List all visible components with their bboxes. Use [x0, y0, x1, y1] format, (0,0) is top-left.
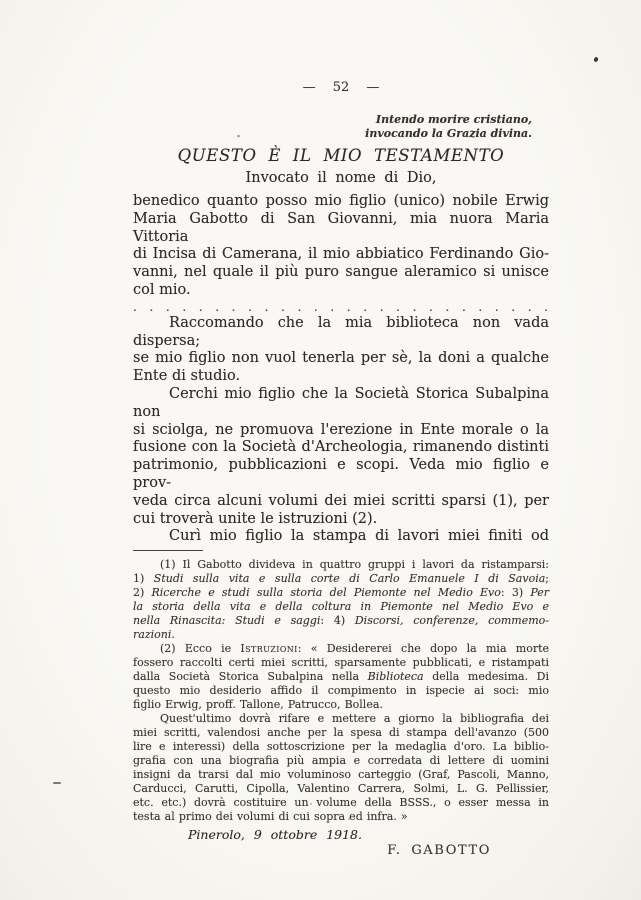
text-line: nella Rinascita: Studi e saggi: 4) Discorsi, conferenze, commemo-: [133, 614, 549, 628]
signature: F. GABOTTO: [387, 843, 491, 859]
footnotes: [133, 558, 549, 824]
body-paragraph: [133, 528, 549, 546]
text-line: Quest'ultimo dovrà rifare e mettere a giorno la bibliografia dei: [160, 712, 549, 726]
text-line: testa al primo dei volumi di cui sopra ed infra. »: [133, 810, 408, 824]
ellipsis-row: . . . . . . . . . . . . . . . . . . . . . . . . . .: [133, 299, 549, 314]
epigraph-line: invocando la Grazia divina.: [365, 126, 532, 140]
text-line: Carducci, Carutti, Cipolla, Valentino Carrera, Solmi, L. G. Pellissier,: [133, 782, 549, 796]
text-line: razioni.: [133, 628, 175, 642]
text-line: 2) Ricerche e studi sulla storia del Piemonte nel Medio Evo: 3) Per: [133, 586, 549, 600]
footnote-paragraph: [133, 642, 549, 712]
text-block: [133, 0, 549, 858]
text-line: se mio figlio non vuol tenerla per sè, la doni a qualche: [133, 350, 549, 367]
text-line: patrimonio, pubblicazioni e scopi. Veda mio figlio e prov-: [133, 457, 549, 491]
footnote-rule: [133, 550, 203, 551]
text-line: la storia della vita e della coltura in Piemonte nel Medio Evo e: [133, 600, 549, 614]
text-line: fossero raccolti certi miei scritti, sparsamente pubblicati, e ristampati: [133, 656, 549, 670]
text-line: (2) Ecco ie Istruzioni: « Desidererei che dopo la mia morte: [160, 642, 550, 656]
text-line: questo mio desiderio affido il compimento in ispecie ai soci: mio: [133, 684, 549, 698]
text-line: dalla Società Storica Subalpina nella Biblioteca della medesima. Di: [133, 670, 549, 684]
text-line: miei scritti, valendosi anche per la spesa di stampa dell'avanzo (500: [133, 726, 549, 740]
ink-speck: [53, 782, 61, 784]
epigraph-line: Intendo morire cristiano,: [375, 113, 532, 126]
invocation-line: Invocato il nome di Dio,: [245, 170, 437, 186]
text-line: Curì mio figlio la stampa di lavori miei finiti od: [169, 528, 549, 545]
body-text: [133, 193, 549, 546]
text-line: Raccomando che la mia biblioteca non vada dispersa;: [133, 314, 549, 349]
footnote-paragraph: [133, 712, 549, 824]
dateline: Pinerolo, 9 ottobre 1918.: [188, 827, 362, 843]
text-line: Ente di studio.: [133, 368, 241, 385]
text-line: veda circa alcuni volumi dei miei scritti sparsi (1), per: [133, 492, 549, 509]
text-line: benedico quanto posso mio figlio (unico) nobile Erwig: [133, 193, 549, 209]
text-line: si sciolga, ne promuova l'erezione in Ente morale o la: [133, 421, 549, 438]
page-number: — 52 —: [302, 80, 380, 95]
text-line: lire e interessi) della sottoscrizione per la medaglia d'oro. La biblio-: [133, 740, 549, 754]
body-paragraph: [133, 193, 549, 300]
footnote-paragraph: [133, 558, 549, 642]
text-line: vanni, nel quale il più puro sangue aleramico si unisce: [133, 264, 549, 281]
epigraph: [133, 113, 549, 140]
text-line: figlio Erwig, proff. Tallone, Patrucco, Bollea.: [133, 698, 383, 712]
text-line: Maria Gabotto di San Giovanni, mia nuora Maria Vittoria: [133, 210, 549, 245]
text-line: di Incisa di Camerana, il mio abbiatico Ferdinando Gio-: [133, 246, 549, 263]
text-line: 1) Studi sulla vita e sulla corte di Carlo Emanuele I di Savoia;: [133, 572, 549, 586]
text-line: grafia con una biografia più ampia e corredata di lettere di uomini: [133, 754, 549, 768]
body-paragraph: [133, 315, 549, 386]
text-line: cui troverà unite le istruzioni (2).: [133, 510, 378, 527]
text-line: Cerchi mio figlio che la Società Storica Subalpina non: [133, 385, 549, 420]
text-line: insigni da trarsi dal mio voluminoso carteggio (Graf, Pascoli, Manno,: [133, 768, 549, 782]
text-line: fusione con la Società d'Archeologia, rimanendo distinti: [133, 439, 549, 456]
text-line: etc. etc.) dovrà costituire un volume della BSSS., o esser messa in: [133, 796, 549, 810]
ink-speck: [593, 56, 599, 62]
text-line: (1) Il Gabotto divideva in quattro gruppi i lavori da ristamparsi:: [160, 558, 549, 572]
page-title: QUESTO È IL MIO TESTAMENTO: [177, 146, 505, 165]
text-line: col mio.: [133, 281, 191, 298]
body-paragraph: [133, 386, 549, 528]
